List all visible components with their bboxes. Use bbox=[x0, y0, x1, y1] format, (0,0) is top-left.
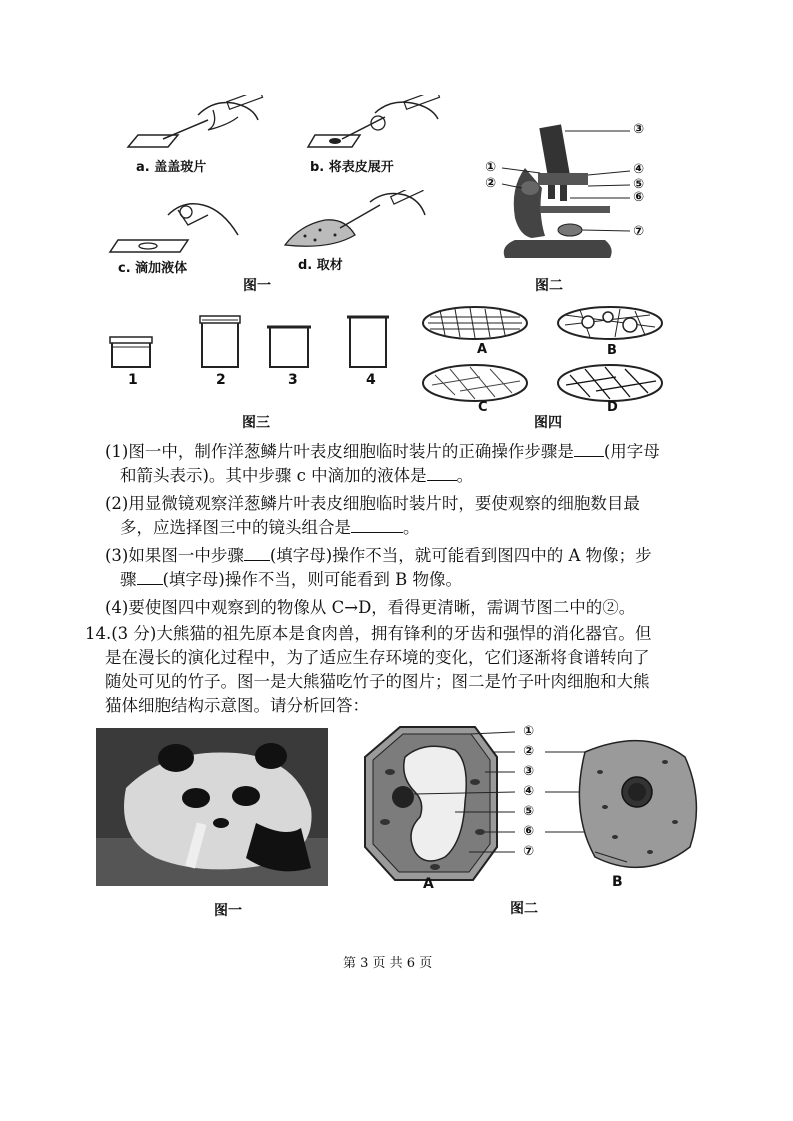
q13-part1-line2: 和箭头表示)。其中步骤 c 中滴加的液体是 。 bbox=[120, 466, 474, 485]
cell-label-2: ② bbox=[523, 744, 535, 759]
lens-label-1: 1 bbox=[128, 372, 138, 388]
answer-blank[interactable] bbox=[244, 546, 270, 561]
microscope-label-5: ⑤ bbox=[633, 177, 645, 192]
fig1-caption: 图一 bbox=[243, 278, 271, 294]
answer-blank[interactable] bbox=[427, 466, 457, 481]
page-number: 第 3 页 共 6 页 bbox=[343, 956, 433, 971]
cell-fig-caption: 图二 bbox=[510, 901, 538, 917]
microscope-label-1: ① bbox=[485, 160, 497, 175]
fig1-sketch-c bbox=[108, 200, 248, 260]
fig4-caption: 图四 bbox=[534, 415, 562, 431]
microscope-label-7: ⑦ bbox=[633, 224, 645, 239]
lens-label-3: 3 bbox=[288, 372, 298, 388]
q13-part2-line2: 多，应选择图三中的镜头组合是 。 bbox=[120, 518, 420, 537]
fig1-step-c-label: c. 滴加液体 bbox=[118, 261, 188, 276]
view-diagram bbox=[420, 305, 670, 420]
view-label-a: A bbox=[477, 342, 488, 357]
cell-label-7: ⑦ bbox=[523, 844, 535, 859]
cell-label-4: ④ bbox=[523, 784, 535, 799]
q13-part4-line1: (4)要使图四中观察到的物像从 C→D，看得更清晰，需调节图二中的②。 bbox=[105, 598, 636, 617]
microscope-label-2: ② bbox=[485, 176, 497, 191]
panda-photo bbox=[96, 728, 328, 886]
panda-fig-caption: 图一 bbox=[214, 903, 242, 919]
fig2-caption: 图二 bbox=[535, 278, 563, 294]
view-label-d: D bbox=[607, 400, 618, 415]
lens-label-4: 4 bbox=[366, 372, 376, 388]
q14-line4: 猫体细胞结构示意图。请分析回答： bbox=[105, 696, 369, 715]
cell-label-6: ⑥ bbox=[523, 824, 535, 839]
q13-part3-line1: (3)如果图一中步骤 (填字母)操作不当，就可能看到图四中的 A 物像；步 bbox=[105, 546, 652, 565]
microscope-label-4: ④ bbox=[633, 162, 645, 177]
view-label-b: B bbox=[607, 343, 617, 358]
answer-blank[interactable] bbox=[574, 442, 604, 457]
q13-part3-line2: 骤 (填字母)操作不当，则可能看到 B 物像。 bbox=[120, 570, 462, 589]
fig1-sketch-b bbox=[300, 95, 450, 160]
q14-line3: 随处可见的竹子。图一是大熊猫吃竹子的图片；图二是竹子叶肉细胞和大熊 bbox=[105, 672, 650, 691]
fig3-caption: 图三 bbox=[242, 415, 270, 431]
answer-blank[interactable] bbox=[137, 570, 163, 585]
microscope-label-3: ③ bbox=[633, 122, 645, 137]
fig1-sketch-d bbox=[280, 190, 430, 255]
fig1-step-b-label: b. 将表皮展开 bbox=[310, 160, 394, 175]
q14-line1: 14.(3 分)大熊猫的祖先原本是食肉兽，拥有锋利的牙齿和强悍的消化器官。但 bbox=[85, 624, 652, 643]
cell-label-1: ① bbox=[523, 724, 535, 739]
view-label-c: C bbox=[478, 400, 488, 415]
cell-label-5: ⑤ bbox=[523, 804, 535, 819]
lens-diagram bbox=[105, 312, 395, 372]
cell-b-label: B bbox=[612, 874, 623, 890]
q13-part1-line1: (1)图一中，制作洋葱鳞片叶表皮细胞临时装片的正确操作步骤是 (用字母 bbox=[105, 442, 660, 461]
fig1-step-a-label: a. 盖盖玻片 bbox=[136, 160, 207, 175]
q13-part2-line1: (2)用显微镜观察洋葱鳞片叶表皮细胞临时装片时，要使观察的细胞数目最 bbox=[105, 494, 640, 513]
microscope-label-6: ⑥ bbox=[633, 190, 645, 205]
cell-label-3: ③ bbox=[523, 764, 535, 779]
lens-label-2: 2 bbox=[216, 372, 226, 388]
q14-line2: 是在漫长的演化过程中，为了适应生存环境的变化，它们逐渐将食谱转向了 bbox=[105, 648, 650, 667]
fig1-step-d-label: d. 取材 bbox=[298, 258, 343, 273]
fig1-sketch-a bbox=[118, 95, 268, 160]
answer-blank[interactable] bbox=[351, 518, 403, 533]
cell-a-label: A bbox=[423, 876, 434, 892]
